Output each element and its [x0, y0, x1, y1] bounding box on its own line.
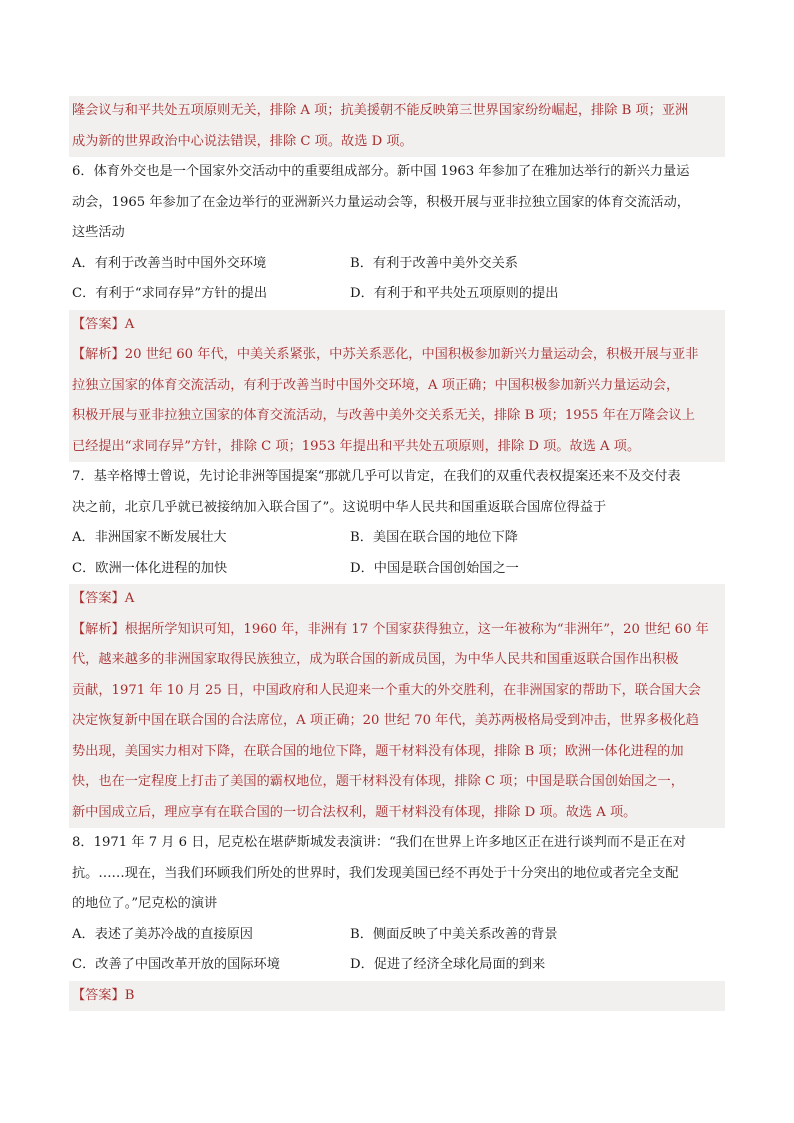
option-a: A．有利于改善当时中国外交环境	[72, 255, 267, 271]
question-stem-line: 7．基辛格博士曾说，先讨论非洲等国提案“那就几乎可以肯定，在我们的双重代表权提案还来不及交付表	[72, 469, 681, 484]
analysis-line: 新中国成立后，理应享有在联合国的一切合法权利，题干材料没有体现，排除 D 项。故选 A 项。	[72, 804, 637, 820]
analysis-line: 快，也在一定程度上打击了美国的霸权地位，题干材料没有体现，排除 C 项；中国是联合国创始国之一，	[72, 774, 684, 789]
analysis-line: 隆会议与和平共处五项原则无关，排除 A 项；抗美援朝不能反映第三世界国家纷纷崛起，排除 B 项；亚洲	[72, 103, 689, 118]
option-b: B．美国在联合国的地位下降	[350, 530, 518, 545]
document-page	[69, 96, 725, 1011]
option-d: D．促进了经济全球化局面的到来	[350, 957, 546, 972]
question-6	[69, 157, 725, 462]
analysis-line: 积极开展与亚非拉独立国家的体育交流活动，与改善中美外交关系无关，排除 B 项；1955 年在万隆会议上	[72, 408, 695, 423]
question-stem-line: 这些活动	[72, 225, 125, 240]
answer-label: 【答案】A	[72, 316, 135, 332]
question-7	[69, 462, 725, 828]
option-c: C．改善了中国改革开放的国际环境	[72, 957, 280, 972]
analysis-line: 已经提出“求同存异”方针，排除 C 项；1953 年提出和平共处五项原则，排除 D 项。故选 A 项。	[72, 438, 641, 454]
option-d: D．中国是联合国创始国之一	[350, 560, 519, 576]
options-row	[69, 279, 725, 310]
question-stem-line: 动会，1965 年参加了在金边举行的亚洲新兴力量运动会等，积极开展与亚非拉独立国家的体育交流活动，	[72, 194, 690, 210]
question-stem-line: 8．1971 年 7 月 6 日，尼克松在堪萨斯城发表演讲：“我们在世界上许多地区正在进行谈判而不是正在对	[72, 835, 686, 850]
analysis-line: 代，越来越多的非洲国家取得民族独立，成为联合国的新成员国，为中华人民共和国重返联合国作出积极	[72, 652, 679, 667]
question-8	[69, 828, 725, 1011]
analysis-line: 决定恢复新中国在联合国的合法席位，A 项正确；20 世纪 70 年代，美苏两极格局受到冲击，世界多极化趋	[72, 713, 699, 728]
options-row	[69, 249, 725, 280]
analysis-line: 贡献，1971 年 10 月 25 日，中国政府和人民迎来一个重大的外交胜利，在非洲国家的帮助下，联合国大会	[72, 682, 701, 698]
analysis-line: 成为新的世界政治中心说法错误，排除 C 项。故选 D 项。	[72, 133, 413, 149]
answer-label: 【答案】A	[72, 591, 135, 606]
question-stem-line: 抗。……现在，当我们环顾我们所处的世界时，我们发现美国已经不再处于十分突出的地位或者完全支配	[72, 865, 679, 881]
option-b: B．有利于改善中美外交关系	[350, 255, 518, 271]
options-row	[69, 920, 725, 951]
option-c: C．欧洲一体化进程的加快	[72, 560, 228, 576]
option-d: D．有利于和平共处五项原则的提出	[350, 286, 559, 301]
option-a: A．非洲国家不断发展壮大	[72, 530, 227, 545]
options-row	[69, 554, 725, 585]
analysis-line: 拉独立国家的体育交流活动，有利于改善当时中国外交环境，A 项正确；中国积极参加新兴力量运动会，	[72, 377, 680, 393]
analysis-line: 【解析】20 世纪 60 年代，中美关系紧张，中苏关系恶化，中国积极参加新兴力量运动会，积极开展与亚非	[72, 347, 699, 362]
option-b: B．侧面反映了中美关系改善的背景	[350, 926, 558, 942]
option-c: C．有利于“求同存异”方针的提出	[72, 286, 268, 301]
analysis-line: 【解析】根据所学知识可知，1960 年，非洲有 17 个国家获得独立，这一年被称为“非洲年”，20 世纪 60 年	[72, 621, 709, 637]
question-stem-line: 6．体育外交也是一个国家外交活动中的重要组成部分。新中国 1963 年参加了在雅加达举行的新兴力量运	[72, 164, 690, 179]
analysis-line: 势出现，美国实力相对下降，在联合国的地位下降，题干材料没有体现，排除 B 项；欧洲一体化进程的加	[72, 743, 684, 759]
options-row	[69, 950, 725, 981]
option-a: A．表述了美苏冷战的直接原因	[72, 926, 253, 942]
question-stem-line: 的地位了。”尼克松的演讲	[72, 896, 218, 911]
answer-label: 【答案】B	[72, 987, 135, 1003]
answer-block	[69, 981, 725, 1012]
previous-analysis-block	[69, 96, 725, 157]
options-row	[69, 523, 725, 554]
answer-block	[69, 310, 725, 463]
question-stem-line: 决之前，北京几乎就已被接纳加入联合国了”。这说明中华人民共和国重返联合国席位得益于	[72, 499, 607, 515]
answer-block	[69, 584, 725, 828]
